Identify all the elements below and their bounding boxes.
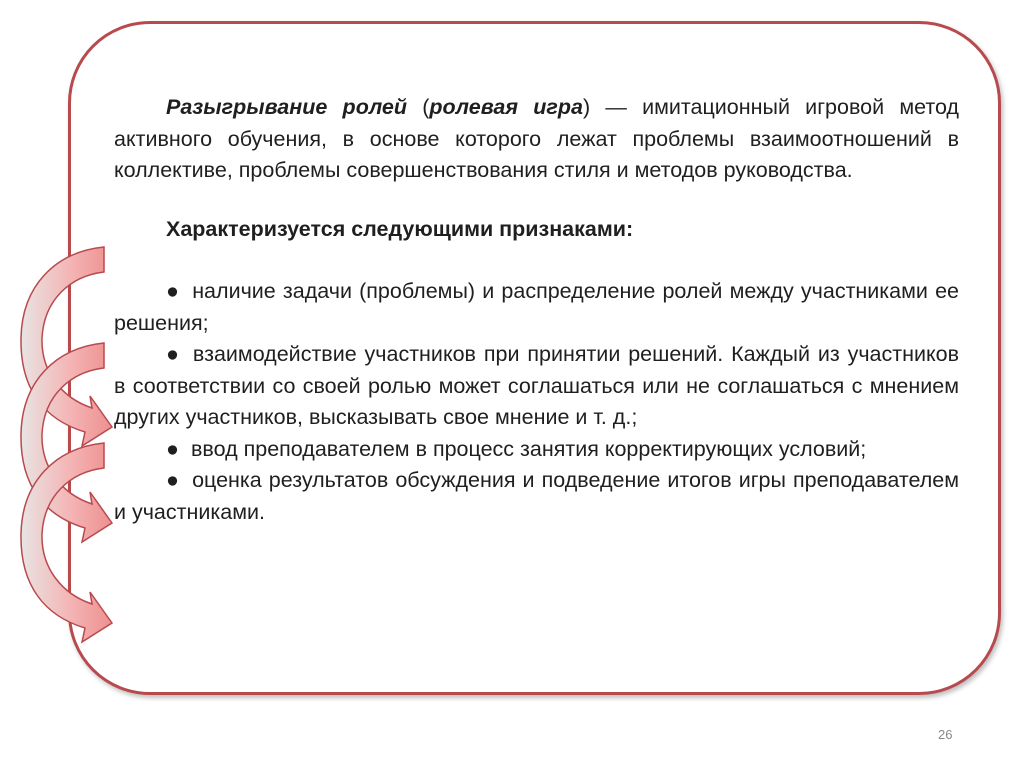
features-list: [114, 276, 959, 528]
list-item: [114, 465, 959, 528]
slide-content: [114, 92, 959, 528]
definition: — имитационный игровой метод активного обучения, в основе которого лежат проблемы взаимоотношений в коллективе, проблемы совершенствования стиля и методов руководства.: [114, 95, 959, 182]
paren-open: (: [407, 95, 430, 119]
term: Разыгрывание ролей: [166, 95, 408, 119]
bullet-icon: ●: [166, 436, 179, 461]
bullet-icon: ●: [166, 342, 181, 366]
list-item: [114, 339, 959, 434]
intro-paragraph: [114, 92, 959, 187]
term-alt: ролевая игра: [429, 95, 583, 119]
list-item-text: оценка результатов обсуждения и подведение итогов игры преподавателем и участниками.: [114, 468, 959, 524]
bullet-icon: ●: [166, 279, 181, 303]
page-number: 26: [938, 727, 953, 742]
features-heading: Характеризуется следующими признаками:: [166, 216, 634, 241]
list-item-text: взаимодействие участников при принятии решений. Каждый из участников в соответствии со своей ролью может соглашаться или не соглашаться с мнением других участников, высказывать свое мнение и т. д.;: [114, 342, 959, 429]
list-item: [114, 434, 959, 466]
bullet-icon: ●: [166, 468, 181, 492]
paren-close: ): [582, 95, 591, 119]
list-item-text: ввод преподавателем в процесс занятия корректирующих условий;: [191, 436, 867, 461]
list-item-text: наличие задачи (проблемы) и распределение ролей между участниками ее решения;: [114, 279, 959, 335]
list-item: [114, 276, 959, 339]
